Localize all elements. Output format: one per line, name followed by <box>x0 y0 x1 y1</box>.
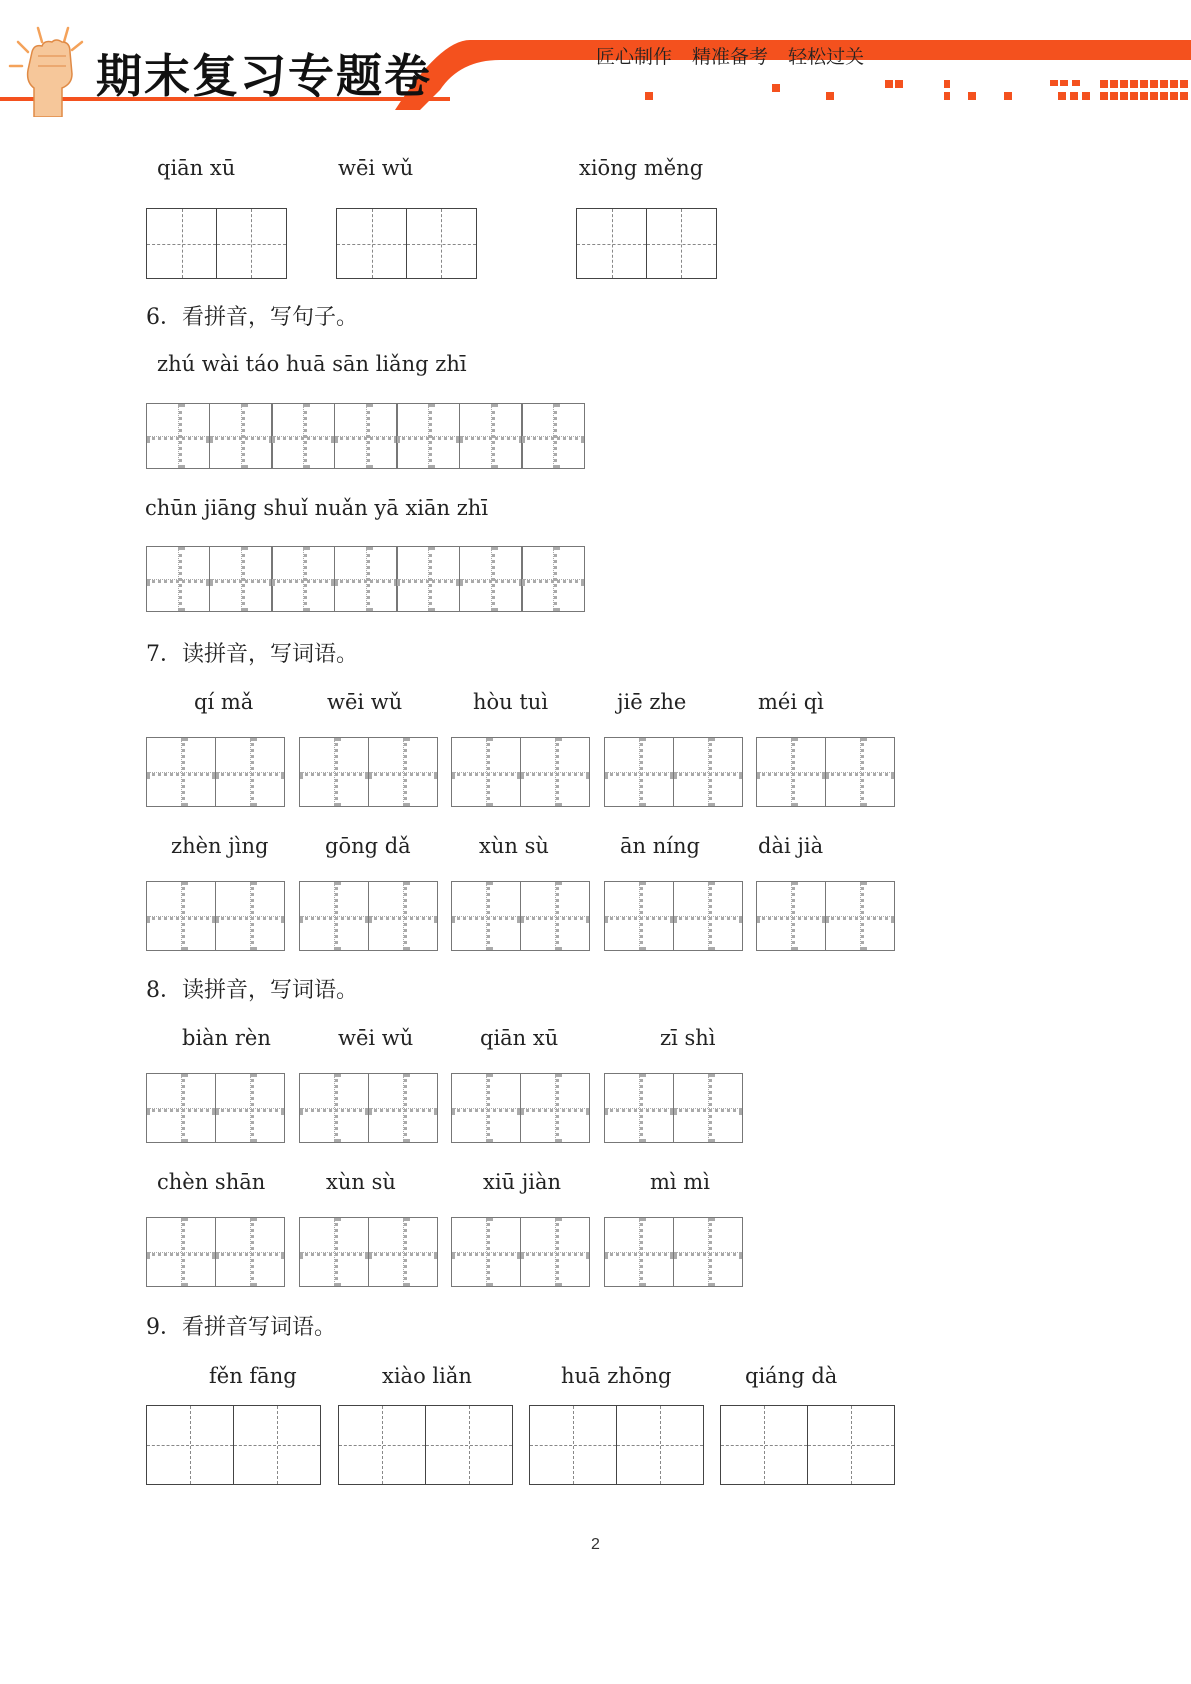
writing-grid[interactable] <box>336 208 477 279</box>
pinyin-label: xiū jiàn <box>483 1170 562 1194</box>
pinyin-line: chūn jiāng shuǐ nuǎn yā xiān zhī <box>145 496 489 520</box>
fist-icon <box>8 22 86 117</box>
writing-grid[interactable] <box>146 546 585 612</box>
writing-grid[interactable] <box>146 208 287 279</box>
pinyin-label: zhèn jìng <box>171 834 269 858</box>
page-number: 2 <box>591 1536 600 1553</box>
writing-grid[interactable] <box>756 881 895 951</box>
pinyin-label: xiōng měng <box>579 156 704 180</box>
writing-grid[interactable] <box>604 1073 743 1143</box>
header-slogan: 匠心制作 精准备考 轻松过关 <box>596 46 865 68</box>
pinyin-label: qí mǎ <box>194 690 254 714</box>
writing-grid[interactable] <box>146 737 285 807</box>
pinyin-label: hòu tuì <box>473 690 549 714</box>
writing-grid[interactable] <box>338 1405 513 1485</box>
pinyin-label: méi qì <box>758 690 824 714</box>
pinyin-label: ān níng <box>620 834 700 858</box>
pinyin-label: xùn sù <box>479 834 549 858</box>
pinyin-label: xiào liǎn <box>382 1364 472 1388</box>
pinyin-label: qiān xū <box>157 156 236 180</box>
question-title: 8．读拼音，写词语。 <box>146 978 358 1003</box>
writing-grid[interactable] <box>146 1073 285 1143</box>
writing-grid[interactable] <box>756 737 895 807</box>
pinyin-label: chèn shān <box>157 1170 266 1194</box>
writing-grid[interactable] <box>146 1405 321 1485</box>
writing-grid[interactable] <box>146 403 585 469</box>
header-title: 期末复习专题卷 <box>96 49 432 103</box>
pinyin-line: zhú wài táo huā sān liǎng zhī <box>157 352 467 376</box>
pinyin-label: gōng dǎ <box>325 834 411 858</box>
writing-grid[interactable] <box>146 1217 285 1287</box>
writing-grid[interactable] <box>299 1073 438 1143</box>
pinyin-label: qiáng dà <box>745 1364 838 1388</box>
writing-grid[interactable] <box>299 881 438 951</box>
question-title: 7．读拼音，写词语。 <box>146 642 358 667</box>
pinyin-label: fěn fāng <box>209 1364 297 1388</box>
pinyin-label: huā zhōng <box>561 1364 672 1388</box>
writing-grid[interactable] <box>451 1217 590 1287</box>
writing-grid[interactable] <box>451 737 590 807</box>
writing-grid[interactable] <box>720 1405 895 1485</box>
writing-grid[interactable] <box>146 881 285 951</box>
pinyin-label: qiān xū <box>480 1026 559 1050</box>
pinyin-label: xùn sù <box>326 1170 396 1194</box>
writing-grid[interactable] <box>604 1217 743 1287</box>
writing-grid[interactable] <box>576 208 717 279</box>
pinyin-label: wēi wǔ <box>327 690 403 714</box>
writing-grid[interactable] <box>604 737 743 807</box>
writing-grid[interactable] <box>451 881 590 951</box>
writing-grid[interactable] <box>299 737 438 807</box>
writing-grid[interactable] <box>299 1217 438 1287</box>
question-title: 9．看拼音写词语。 <box>146 1315 336 1340</box>
pinyin-label: wēi wǔ <box>338 1026 414 1050</box>
pinyin-label: wēi wǔ <box>338 156 414 180</box>
pinyin-label: mì mì <box>650 1170 710 1194</box>
writing-grid[interactable] <box>451 1073 590 1143</box>
pinyin-label: jiē zhe <box>617 690 687 714</box>
writing-grid[interactable] <box>604 881 743 951</box>
pinyin-label: dài jià <box>758 834 824 858</box>
writing-grid[interactable] <box>529 1405 704 1485</box>
pinyin-label: zī shì <box>660 1026 716 1050</box>
pinyin-label: biàn rèn <box>182 1026 271 1050</box>
question-title: 6．看拼音，写句子。 <box>146 305 358 330</box>
